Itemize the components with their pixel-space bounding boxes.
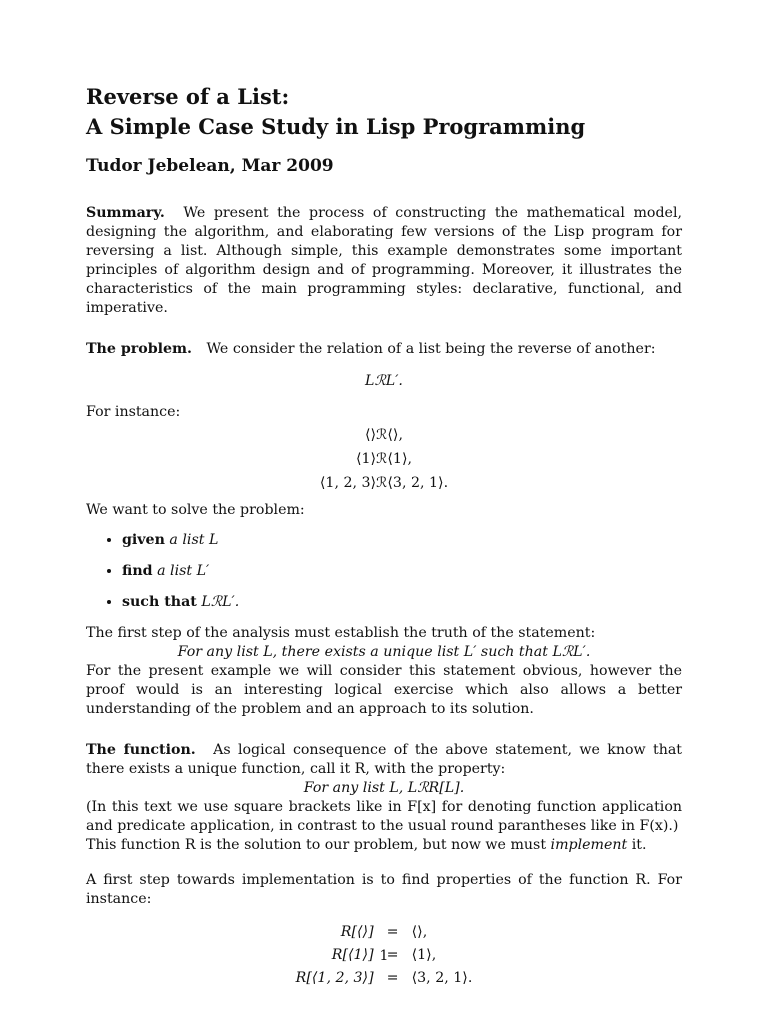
problem-text: We consider the relation of a list being the reverse of another: [206,341,656,357]
equation-lhs: R[⟨⟩] [340,924,374,940]
examples-display [86,423,682,495]
example-line: ⟨1⟩ℛ⟨1⟩, [355,451,413,467]
property-display: For any list L, LℛR[L]. [303,780,465,796]
statement-display: For any list L, there exists a unique list L′ such that LℛL′. [177,644,591,660]
equation-lhs: R[⟨1⟩] [331,947,374,963]
bullet-bold: given [122,532,165,548]
want-text: We want to solve the problem: [86,502,305,518]
bullet-bold: find [122,563,153,579]
summary-lead: Summary. [86,205,165,221]
solution-paragraph [86,836,682,855]
solution-post: it. [627,837,647,853]
problem-paragraph [86,340,682,359]
title-line-1: Reverse of a List: [86,84,290,109]
function-text: As logical consequence of the above statement, we know that there exists a unique function, call it R, with the property: [86,742,682,777]
bullet-bold: such that [122,594,197,610]
bullet-rest: LℛL′. [196,594,240,610]
bullet-item [122,593,682,612]
solution-pre: This function R is the solution to our problem, but now we must [86,837,551,853]
equation-eq: = [386,947,399,963]
page-number: 1 [379,948,389,964]
function-lead: The function. [86,742,196,758]
author-line: Tudor Jebelean, Mar 2009 [86,156,334,176]
equation-eq: = [386,924,399,940]
paper-page [86,82,682,990]
paper-title [86,82,682,142]
bullet-item [122,531,682,550]
bullet-rest: a list L′ [152,563,210,579]
paren-paragraph: (In this text we use square brackets like in F[x] for denoting function application and predicate application, in contrast to the usual round parantheses like in F(x).) [86,799,682,834]
relation-display: LℛL′. [365,373,403,389]
equation-lhs: R[⟨1, 2, 3⟩] [295,970,374,986]
summary-paragraph [86,204,682,318]
title-line-2: A Simple Case Study in Lisp Programming [86,114,586,139]
equation-row [292,921,477,944]
solution-emph: implement [550,837,628,853]
example-line: ⟨1, 2, 3⟩ℛ⟨3, 2, 1⟩. [319,475,449,491]
bullet-rest: a list L [164,532,219,548]
equation-eq: = [386,970,399,986]
equation-rhs: ⟨3, 2, 1⟩. [411,970,473,986]
bullet-item [122,562,682,581]
equation-rhs: ⟨⟩, [411,924,428,940]
present-paragraph: For the present example we will consider this statement obvious, however the proof would is an interesting logical exercise which also allows a better understanding of the problem and an approach to its solution. [86,663,682,717]
equation-row [292,967,477,990]
problem-lead: The problem. [86,341,192,357]
example-line: ⟨⟩ℛ⟨⟩, [365,427,403,443]
function-paragraph [86,741,682,779]
problem-bullet-list [86,531,682,612]
first-step-text: The first step of the analysis must establish the truth of the statement: [86,625,596,641]
first-step-paragraph: A first step towards implementation is to find properties of the function R. For instance: [86,872,682,907]
for-instance-text: For instance: [86,404,181,420]
equation-rhs: ⟨1⟩, [411,947,437,963]
summary-text: We present the process of constructing the mathematical model, designing the algorithm, and elaborating few versions of the Lisp program for reversing a list. Although simple, this example demonstrates some important principles of algorithm design and of programming. Moreover, it illustrates the characteristics of the main programming styles: declarative, functional, and imperative. [86,205,682,316]
